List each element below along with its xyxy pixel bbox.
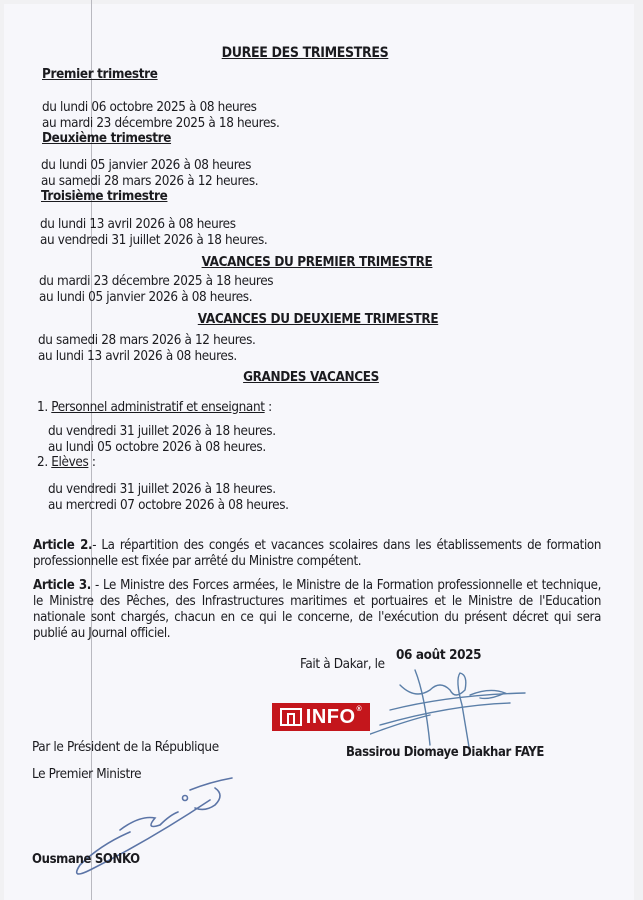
- trimester-2-title: Deuxième trimestre: [42, 131, 172, 146]
- premier-ministre-signature-icon: [40, 770, 240, 890]
- main-title: DUREE DES TRIMESTRES: [221, 45, 389, 61]
- trimester-1-from: du lundi 06 octobre 2025 à 08 heures: [42, 100, 257, 115]
- par-le-president: Par le Président de la République: [32, 740, 219, 755]
- trimester-3-from: du lundi 13 avril 2026 à 08 heures: [40, 217, 236, 232]
- article-3-label: Article 3.: [33, 578, 91, 593]
- eleves-to: au mercredi 07 octobre 2026 à 08 heures.: [48, 498, 289, 513]
- info-watermark-logo: [272, 703, 370, 731]
- item-label: Elèves: [51, 455, 89, 470]
- signature-date: 06 août 2025: [396, 648, 482, 663]
- grandes-vacances-title: GRANDES VACANCES: [243, 370, 379, 385]
- trimester-3-to: au vendredi 31 juillet 2026 à 18 heures.: [40, 233, 268, 248]
- vacances-deuxieme-to: au lundi 13 avril 2026 à 08 heures.: [38, 349, 237, 364]
- place-label: Fait à Dakar, le: [300, 657, 385, 672]
- item-suffix: :: [88, 455, 96, 470]
- vacances-deuxieme-title: VACANCES DU DEUXIEME TRIMESTRE: [197, 312, 439, 327]
- registered-icon: ®: [356, 706, 363, 713]
- personnel-to: au lundi 05 octobre 2026 à 08 heures.: [48, 440, 266, 455]
- article-2-label: Article 2.: [33, 538, 93, 553]
- article-2-text: - La répartition des congés et vacances scolaires dans les établissements de formation professionnelle est fixée par arrêté du Ministre compétent.: [33, 538, 601, 569]
- grandes-vacances-item-1: [37, 400, 272, 415]
- vacances-premier-title: VACANCES DU PREMIER TRIMESTRE: [201, 255, 433, 270]
- item-label: Personnel administratif et enseignant: [51, 400, 265, 415]
- personnel-from: du vendredi 31 juillet 2026 à 18 heures.: [48, 424, 276, 439]
- article-2: [33, 538, 601, 570]
- trimester-1-title: Premier trimestre: [42, 67, 158, 82]
- premier-ministre-title: Le Premier Ministre: [32, 767, 142, 782]
- item-number: 2.: [37, 455, 48, 470]
- trimester-1-to: au mardi 23 décembre 2025 à 18 heures.: [42, 116, 280, 131]
- logo-text: INFO: [305, 705, 356, 728]
- item-suffix: :: [264, 400, 272, 415]
- trimester-2-from: du lundi 05 janvier 2026 à 08 heures: [41, 158, 252, 173]
- premier-ministre-name: Ousmane SONKO: [32, 852, 140, 867]
- eleves-from: du vendredi 31 juillet 2026 à 18 heures.: [48, 482, 276, 497]
- vacances-premier-from: du mardi 23 décembre 2025 à 18 heures: [39, 274, 274, 289]
- article-3: [33, 578, 601, 642]
- grandes-vacances-item-2: [37, 455, 96, 470]
- trimester-2-to: au samedi 28 mars 2026 à 12 heures.: [41, 174, 259, 189]
- article-3-text: - Le Ministre des Forces armées, le Ministre de la Formation professionnelle et technique, le Ministre des Pêches, des Infrastructures maritimes et portuaires et le Ministre de l'Education nationale sont chargés, chacun en ce qui le concerne, de l'exécution du présent décret qui sera publié au Journal officiel.: [33, 578, 602, 641]
- trimester-3-title: Troisième trimestre: [41, 189, 168, 204]
- item-number: 1.: [37, 400, 48, 415]
- vacances-deuxieme-from: du samedi 28 mars 2026 à 12 heures.: [38, 333, 256, 348]
- logo-mark-icon: [280, 708, 302, 726]
- vacances-premier-to: au lundi 05 janvier 2026 à 08 heures.: [39, 290, 253, 305]
- president-signature-icon: [370, 665, 570, 755]
- president-name: Bassirou Diomaye Diakhar FAYE: [346, 745, 545, 760]
